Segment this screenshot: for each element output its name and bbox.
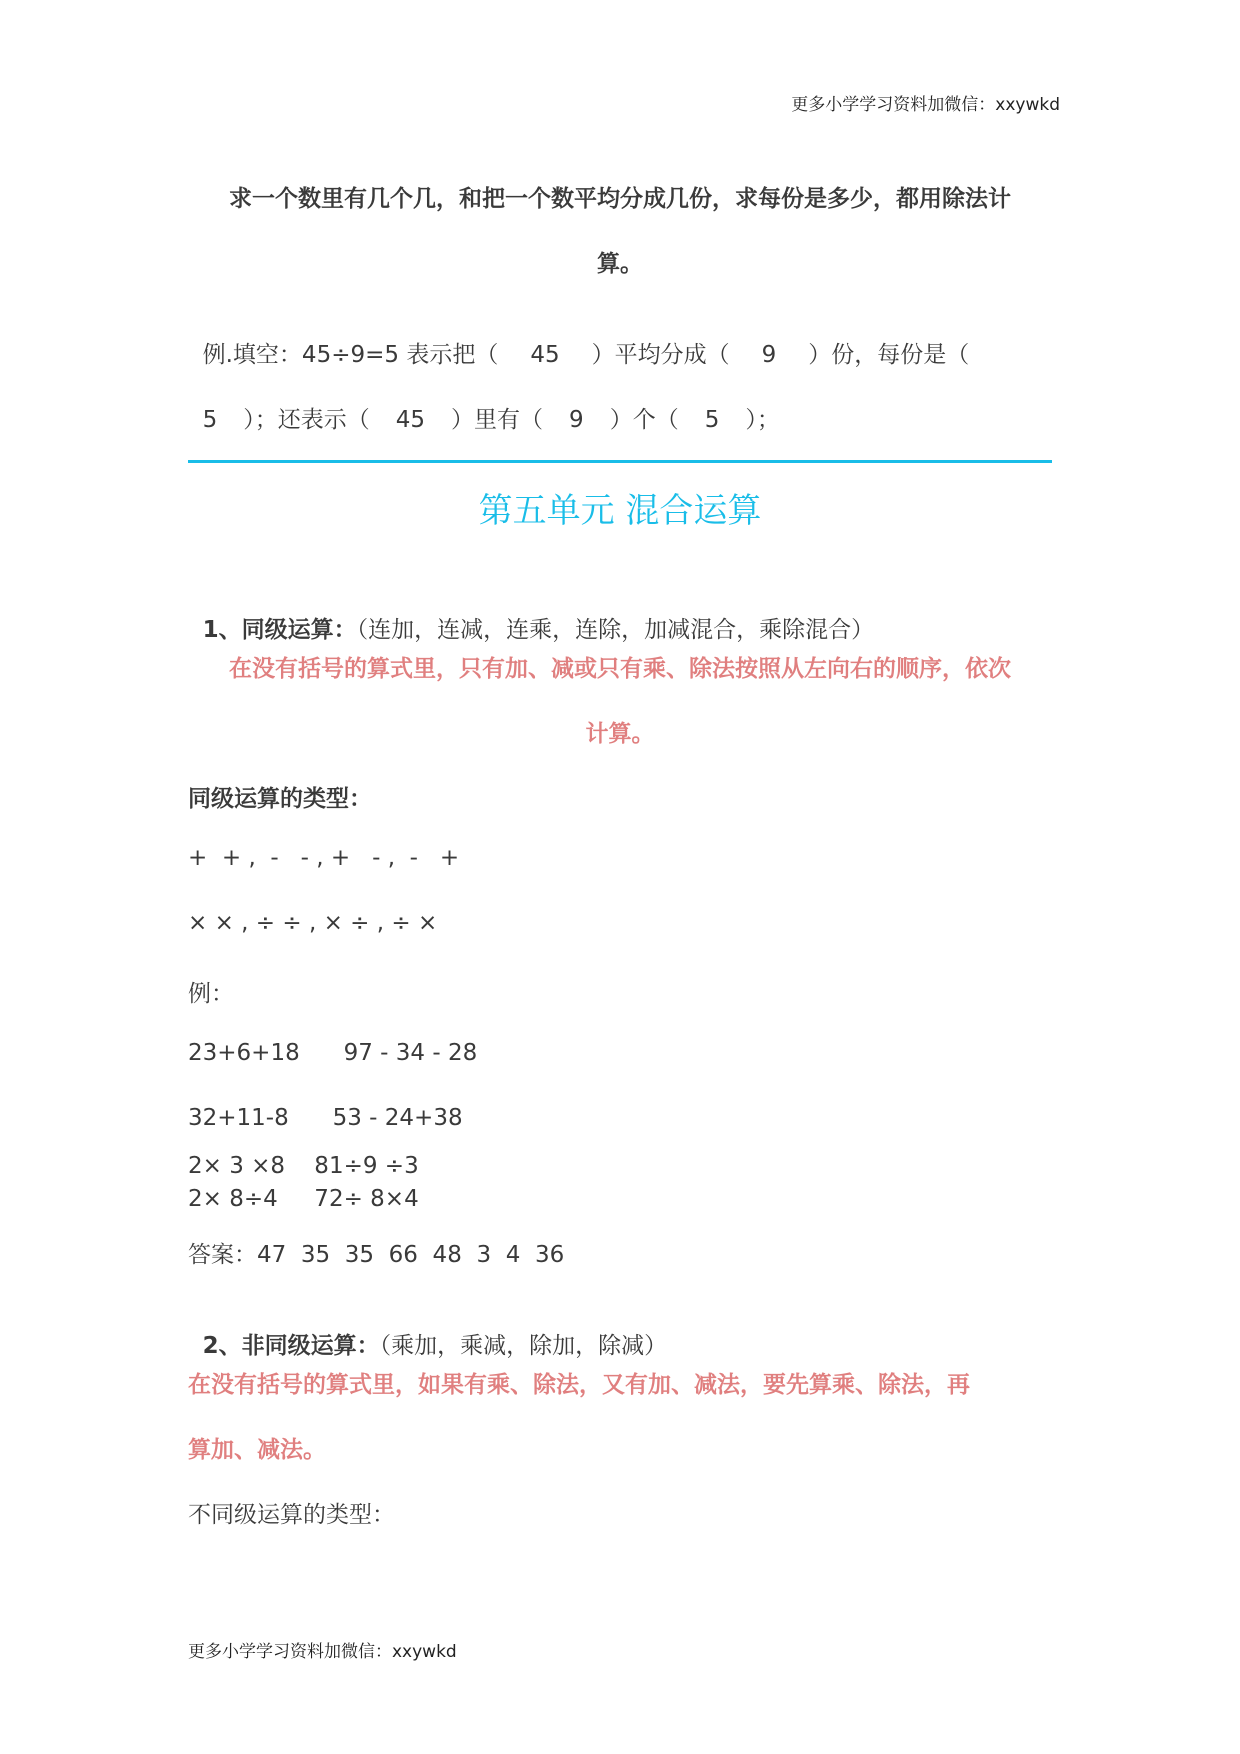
section1-types-heading: 同级运算的类型：	[188, 786, 372, 812]
section2-heading-label: 2、非同级运算：	[202, 1333, 380, 1359]
section1-types-line-1: + + , - - , + - , - +	[188, 845, 460, 871]
section1-example-label: 例：	[188, 981, 234, 1007]
example-text: ）；	[745, 407, 780, 433]
section1-rule-line-2: 计算。	[585, 721, 655, 747]
example-text: ）平均分成（	[591, 342, 730, 368]
section2-rule-line-1: 在没有括号的算式里，如果有乘、除法，又有加、减法，要先算乘、除法，再	[188, 1372, 970, 1398]
example-text: 例.填空：45÷9=5 表示把（	[202, 342, 499, 368]
section1-types-line-2: × × , ÷ ÷ , × ÷ , ÷ ×	[188, 910, 438, 936]
example-text: ）份，每份是（	[808, 342, 970, 368]
section1-heading	[188, 585, 874, 644]
unit-title: 第五单元 混合运算	[478, 491, 762, 531]
example-text: ）；还表示（	[243, 407, 370, 433]
blank-answer: 5	[202, 407, 218, 433]
example-expression-row: 2× 3 ×8 81÷9 ÷3	[188, 1153, 419, 1179]
example-text: ）里有（	[451, 407, 544, 433]
section2-heading	[188, 1301, 667, 1360]
blank-answer: 5	[704, 407, 720, 433]
section1-heading-note: （连加，连减，连乘，连除，加减混合，乘除混合）	[356, 617, 875, 643]
blank-answer: 45	[530, 342, 560, 368]
section-divider	[188, 460, 1052, 463]
example-expression-row: 23+6+18 97 - 34 - 28	[188, 1040, 478, 1066]
blank-answer: 9	[761, 342, 777, 368]
blank-answer: 45	[395, 407, 426, 433]
blank-answer: 9	[569, 407, 584, 433]
section1-heading-label: 1、同级运算：	[202, 617, 357, 643]
section1-rule-line-1: 在没有括号的算式里，只有加、减或只有乘、除法按照从左向右的顺序，依次	[229, 656, 1011, 682]
division-example-line-2	[188, 375, 780, 434]
section2-types-heading: 不同级运算的类型：	[188, 1502, 395, 1528]
division-example-line-1	[188, 310, 969, 369]
example-expression-row: 2× 8÷4 72÷ 8×4	[188, 1186, 419, 1212]
section2-rule-line-2: 算加、减法。	[188, 1437, 326, 1463]
section2-heading-note: （乘加，乘减，除加，除减）	[379, 1333, 668, 1359]
section1-answer: 答案：47 35 35 66 48 3 4 36	[188, 1242, 565, 1268]
division-rule-line-2: 算。	[597, 251, 643, 277]
header-note: 更多小学学习资料加微信：xxywkd	[791, 95, 1060, 115]
footer-note: 更多小学学习资料加微信：xxywkd	[188, 1642, 457, 1662]
division-rule-line-1: 求一个数里有几个几，和把一个数平均分成几份，求每份是多少，都用除法计	[229, 186, 1011, 212]
example-text: ）个（	[609, 407, 679, 433]
example-expression-row: 32+11-8 53 - 24+38	[188, 1105, 463, 1131]
